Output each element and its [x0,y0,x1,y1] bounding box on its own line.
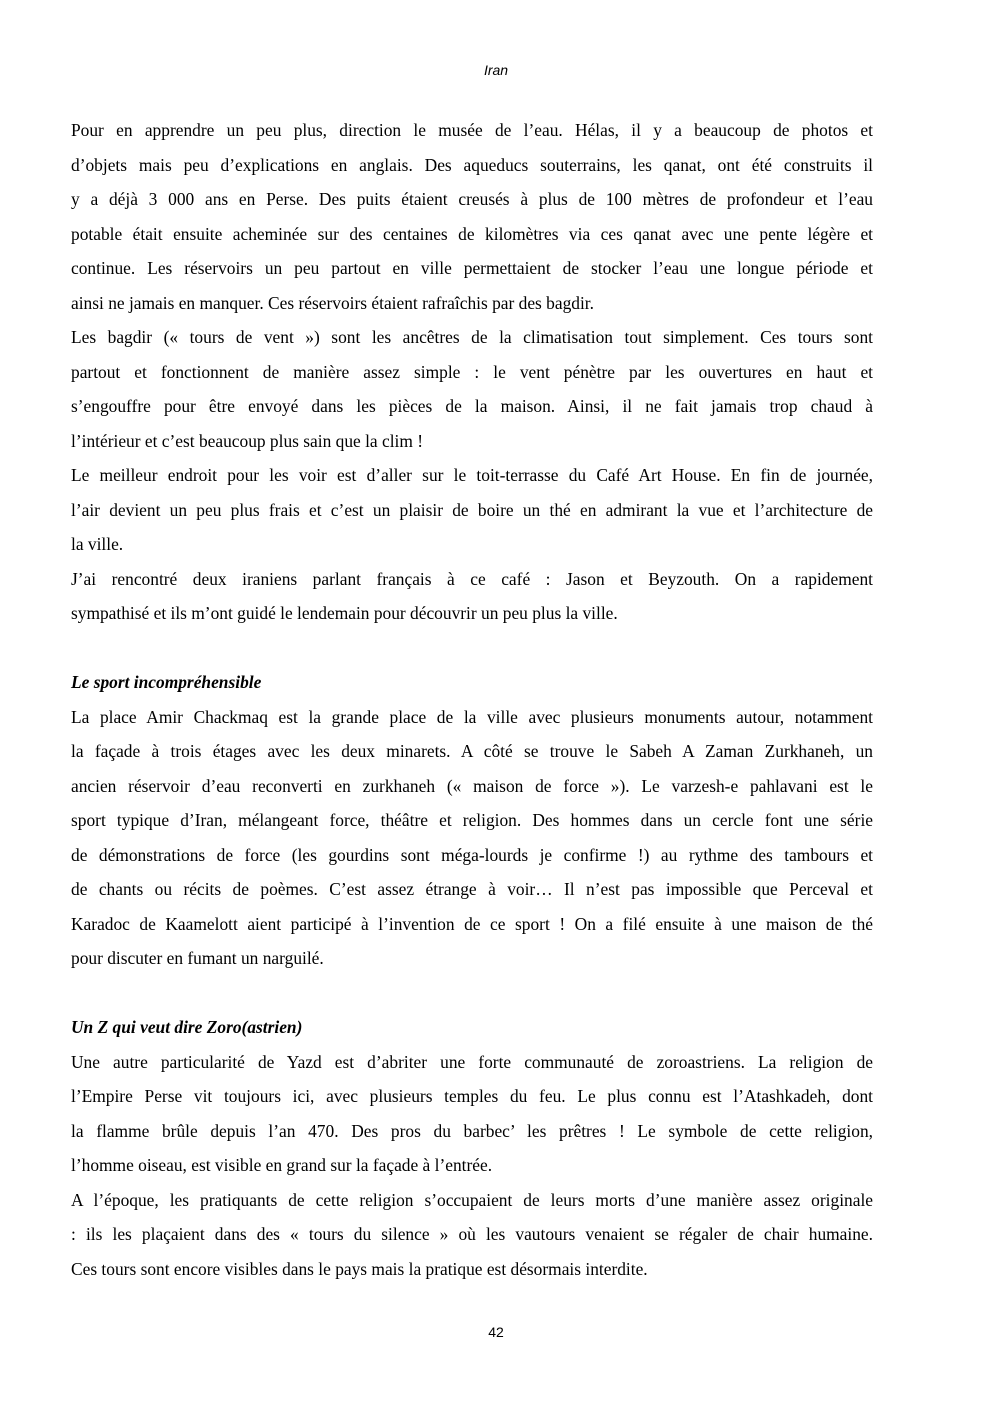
text-line: ancien réservoir d’eau reconverti en zurkhaneh (« maison de force »). Le varzesh-e pahlavani est le [71,775,873,796]
paragraph [71,700,873,976]
text-line: ainsi ne jamais en manquer. Ces réservoirs étaient rafraîchis par des bagdir. [71,292,594,313]
document-body [71,113,873,1286]
section-heading: Le sport incompréhensible [71,672,262,692]
paragraph [71,113,873,320]
text-line: : ils les plaçaient dans des « tours du silence » où les vautours venaient se régaler de chair humaine. [71,1224,873,1244]
text-line: Pour en apprendre un peu plus, direction le musée de l’eau. Hélas, il y a beaucoup de photos et [71,120,873,140]
text-line: l’intérieur et c’est beaucoup plus sain que la clim ! [71,430,424,451]
paragraph [71,1045,873,1183]
text-line: Une autre particularité de Yazd est d’abriter une forte communauté de zoroastriens. La religion de [71,1051,873,1072]
text-line: sport typique d’Iran, mélangeant force, théâtre et religion. Des hommes dans un cercle font une série [71,810,873,830]
paragraph [71,458,873,562]
text-line: Ces tours sont encore visibles dans le pays mais la pratique est désormais interdite. [71,1258,648,1279]
text-line: Le meilleur endroit pour les voir est d’aller sur le toit-terrasse du Café Art House. En fin de journée, [71,465,873,485]
text-line: potable était ensuite acheminée sur des centaines de kilomètres via ces qanat avec une pente légère et [71,223,873,244]
text-line: s’engouffre pour être envoyé dans les pièces de la maison. Ainsi, il ne fait jamais trop chaud à [71,396,873,416]
paragraph [71,562,873,631]
text-line: La place Amir Chackmaq est la grande place de la ville avec plusieurs monuments autour, notamment [71,706,873,727]
running-header: Iran [483,62,509,78]
text-line: de chants ou récits de poèmes. C’est assez étrange à voir… Il n’est pas impossible que Perceval et [71,879,873,899]
text-line: Karadoc de Kaamelott aient participé à l’invention de ce sport ! On a filé ensuite à une maison de thé [71,913,873,934]
paragraph [71,1183,873,1287]
text-line: J’ai rencontré deux iraniens parlant français à ce café : Jason et Beyzouth. On a rapidement [71,568,873,589]
section-spacer [71,976,873,1011]
text-line: sympathisé et ils m’ont guidé le lendemain pour découvrir un peu plus la ville. [71,603,618,623]
text-line: l’Empire Perse vit toujours ici, avec plusieurs temples du feu. Le plus connu est l’Atashkadeh, dont [71,1086,873,1106]
paragraph [71,320,873,458]
text-line: partout et fonctionnent de manière assez simple : le vent pénètre par les ouvertures en haut et [71,361,873,382]
text-line: continue. Les réservoirs un peu partout en ville permettaient de stocker l’eau une longue période et [71,258,873,278]
text-line: la façade à trois étages avec les deux minarets. A côté se trouve le Sabeh A Zaman Zurkhaneh, un [71,741,873,761]
text-line: de démonstrations de force (les gourdins sont méga-lourds je confirme !) au rythme des tambours et [71,844,873,865]
text-line: y a déjà 3 000 ans en Perse. Des puits étaient creusés à plus de 100 mètres de profondeur et l’eau [71,189,873,209]
text-line: Les bagdir (« tours de vent ») sont les ancêtres de la climatisation tout simplement. Ces tours sont [71,327,873,347]
text-line: l’homme oiseau, est visible en grand sur la façade à l’entrée. [71,1155,493,1175]
page-number: 42 [488,1324,504,1340]
text-line: la flamme brûle depuis l’an 470. Des pros du barbec’ les prêtres ! Le symbole de cette religion, [71,1120,873,1141]
text-line: la ville. [71,534,124,554]
text-line: d’objets mais peu d’explications en anglais. Des aqueducs souterrains, les qanat, ont été construits il [71,154,873,175]
text-line: l’air devient un peu plus frais et c’est un plaisir de boire un thé en admirant la vue et l’architecture de [71,499,873,520]
section-spacer [71,631,873,666]
text-line: pour discuter en fumant un narguilé. [71,948,324,968]
section-heading: Un Z qui veut dire Zoro(astrien) [71,1017,303,1037]
text-line: A l’époque, les pratiquants de cette religion s’occupaient de leurs morts d’une manière assez originale [71,1189,873,1210]
